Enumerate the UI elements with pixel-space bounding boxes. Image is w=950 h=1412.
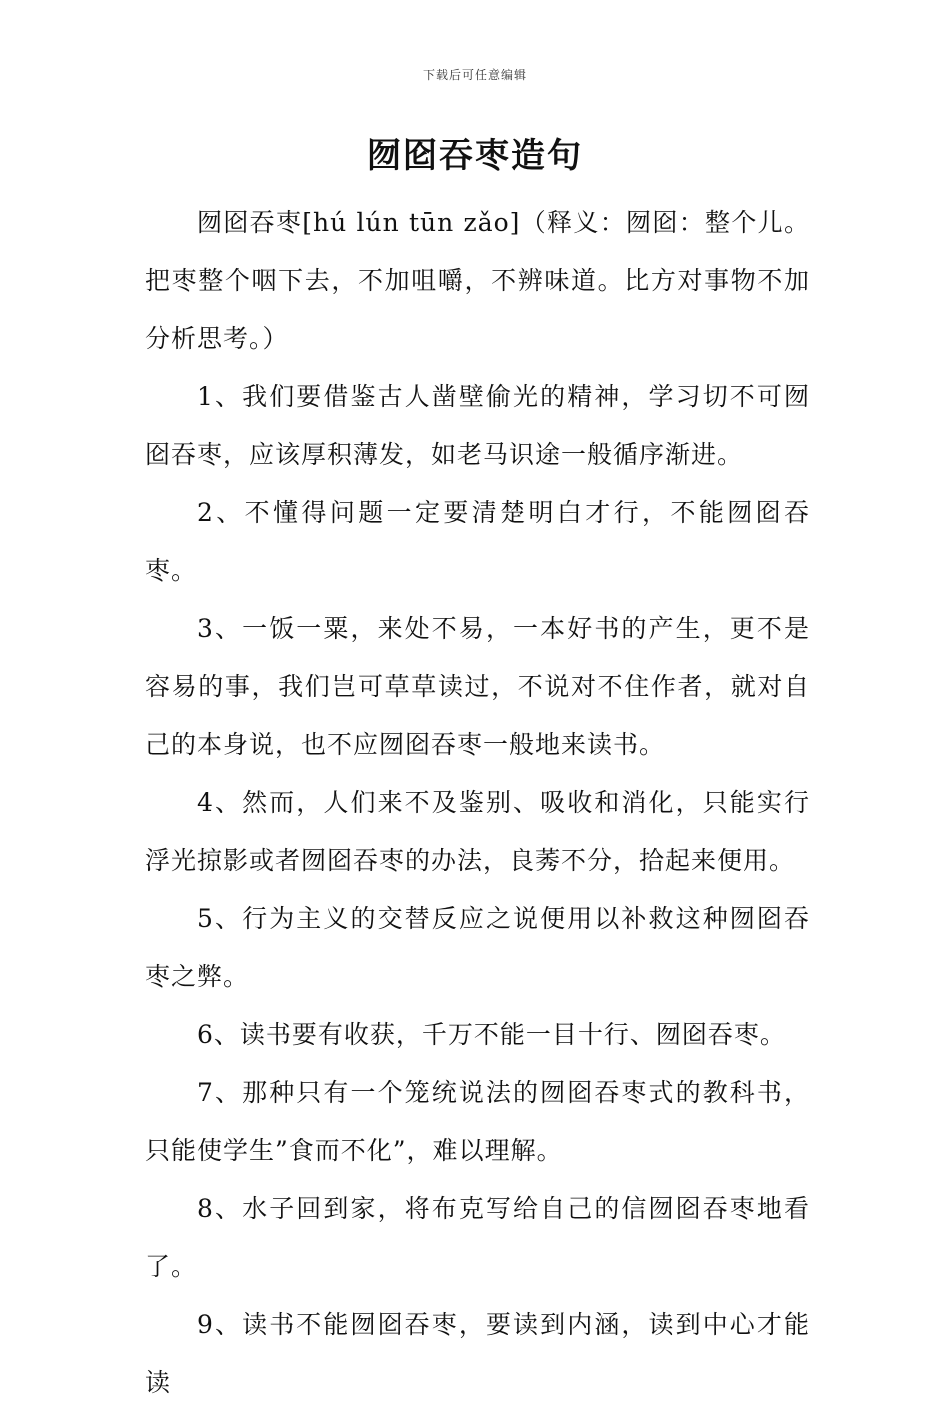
sentence-paragraph: 6、读书要有收获，千万不能一目十行、囫囵吞枣。 <box>197 1020 786 1049</box>
sentence-paragraph: 7、那种只有一个笼统说法的囫囵吞枣式的教科书，只能使学生”食而不化”，难以理解。 <box>145 1078 810 1165</box>
sentence-paragraph: 2、不懂得问题一定要清楚明白才行，不能囫囵吞枣。 <box>145 498 810 585</box>
sentence-paragraph: 4、然而，人们来不及鉴别、吸收和消化，只能实行浮光掠影或者囫囵吞枣的办法，良莠不分，拾起来便用。 <box>145 788 810 875</box>
sentence-paragraph: 3、一饭一粟，来处不易，一本好书的产生，更不是容易的事，我们岂可草草读过，不说对不住作者，就对自己的本身说，也不应囫囵吞枣一般地来读书。 <box>145 614 810 759</box>
sentence-paragraph: 8、水子回到家，将布克写给自己的信囫囵吞枣地看了。 <box>145 1194 810 1281</box>
document-title: 囫囵吞枣造句 <box>367 136 583 176</box>
sentence-paragraph: 1、我们要借鉴古人凿壁偷光的精神，学习切不可囫囵吞枣，应该厚积薄发，如老马识途一般循序渐进。 <box>145 382 810 469</box>
header-note: 下载后可任意编辑 <box>422 68 527 82</box>
intro-paragraph: 囫囵吞枣[hú lún tūn zǎo]（释义：囫囵：整个儿。把枣整个咽下去，不加咀嚼，不辨味道。比方对事物不加分析思考。） <box>145 208 810 353</box>
sentence-paragraph: 5、行为主义的交替反应之说便用以补救这种囫囵吞枣之弊。 <box>145 904 810 991</box>
sentence-paragraph: 9、读书不能囫囵吞枣，要读到内涵，读到中心才能读 <box>145 1310 810 1397</box>
document-body <box>145 194 810 1412</box>
